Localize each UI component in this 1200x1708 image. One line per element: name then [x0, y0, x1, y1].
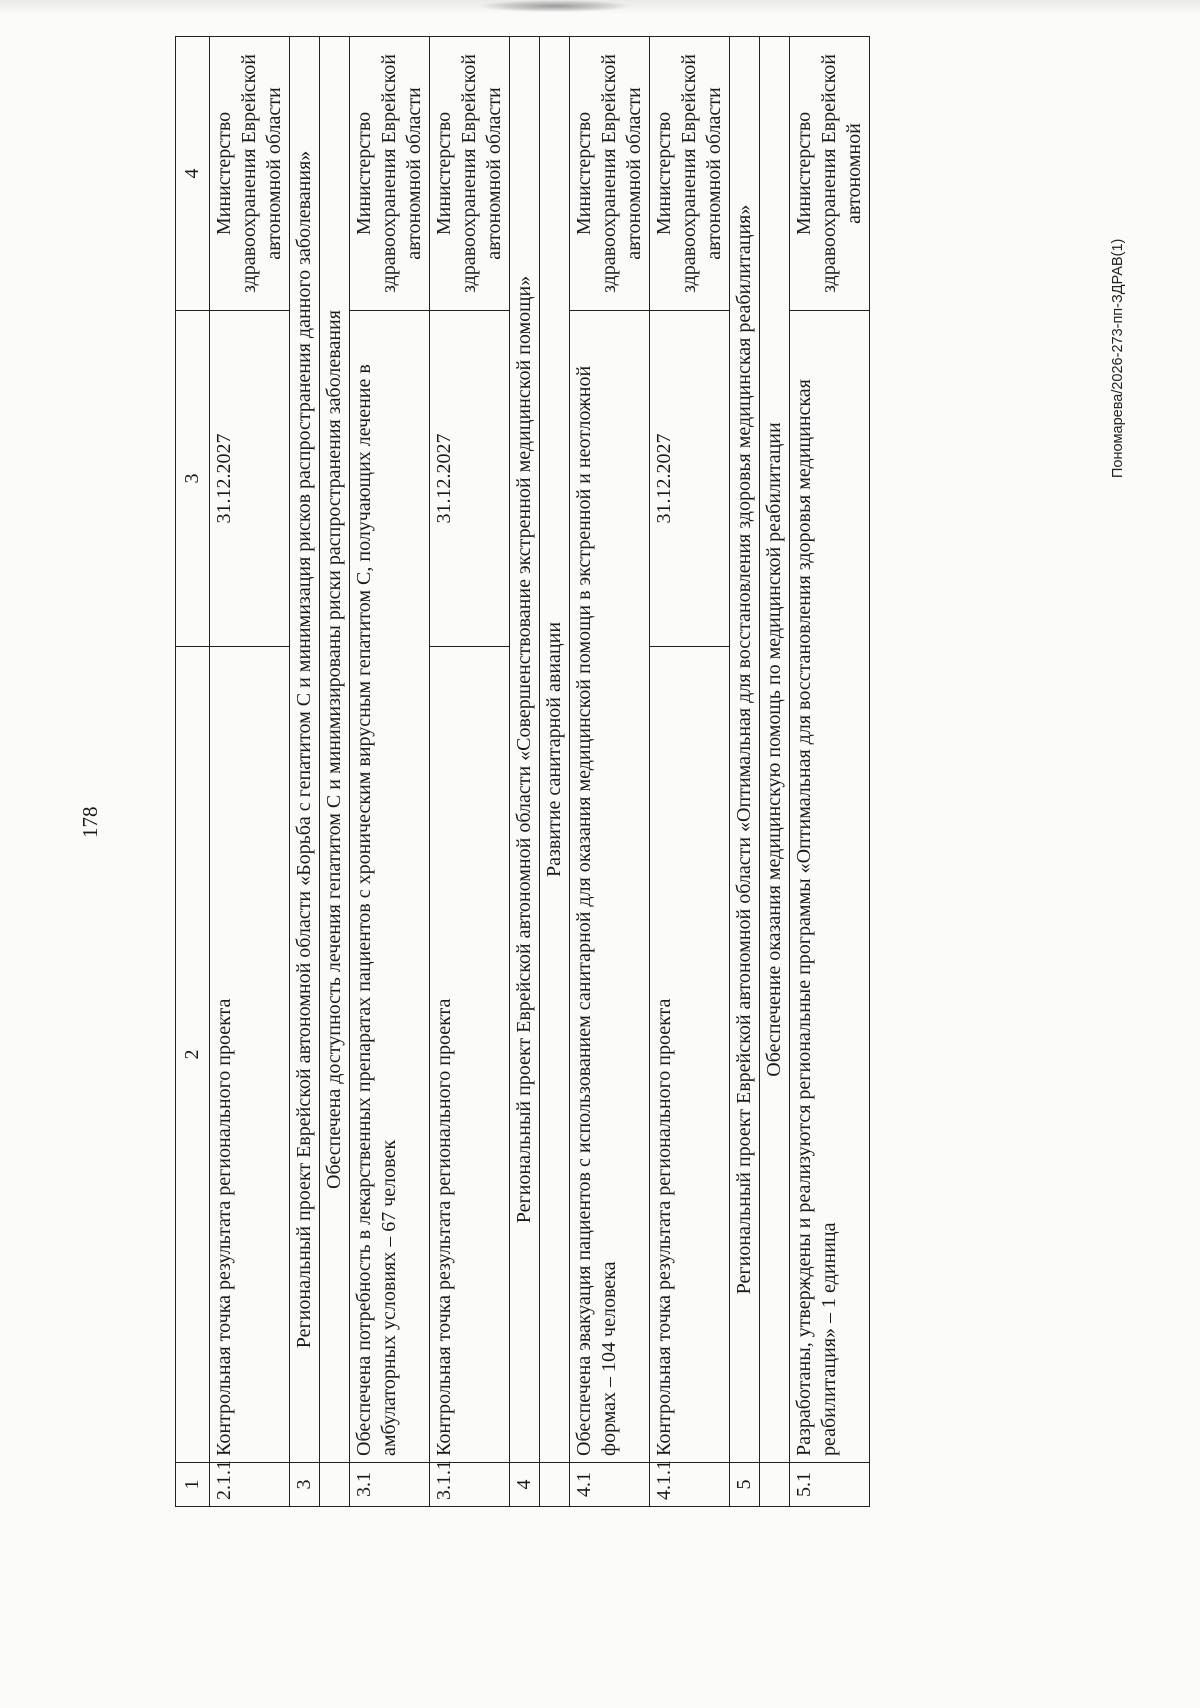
row-responsible: Министерство здравоохранения Еврейской автономной области: [210, 37, 290, 311]
project-number: 5: [730, 1463, 760, 1507]
task-number-empty: [320, 1463, 350, 1507]
task-number-empty: [540, 1463, 570, 1507]
project-number: 4: [510, 1463, 540, 1507]
header-col-4: 4: [176, 37, 210, 311]
table-row: [570, 37, 650, 1507]
row-date: 31.12.2027: [210, 311, 290, 647]
row-text: Разработаны, утверждены и реализуются региональные программы «Оптимальная для восстановления здоровья медицинская реабилитация» – 1 единица: [790, 311, 870, 1463]
project-number: 3: [290, 1463, 320, 1507]
task-row: [760, 37, 790, 1507]
row-text: Обеспечена эвакуация пациентов с использованием санитарной для оказания медицинской помощи в экстренной и неотложной формах – 104 человека: [570, 311, 650, 1463]
project-row: [510, 37, 540, 1507]
table-row: [790, 37, 870, 1507]
project-row: [290, 37, 320, 1507]
plan-table: [175, 36, 870, 1507]
task-title: Обеспечение оказания медицинскую помощь по медицинской реабилитации: [760, 37, 790, 1463]
row-number: 3.1.1: [430, 1463, 510, 1507]
row-date: 31.12.2027: [430, 311, 510, 647]
row-date: 31.12.2027: [650, 311, 730, 647]
table-row: [210, 37, 290, 1507]
table-row: [650, 37, 730, 1507]
header-row: [176, 37, 210, 1507]
row-text: Контрольная точка результата регионального проекта: [650, 647, 730, 1463]
row-number: 5.1: [790, 1463, 870, 1507]
row-text: Контрольная точка результата регионального проекта: [210, 647, 290, 1463]
row-responsible: Министерство здравоохранения Еврейской автономной области: [350, 37, 430, 311]
header-col-1: 1: [176, 1463, 210, 1507]
row-responsible: Министерство здравоохранения Еврейской автономной области: [570, 37, 650, 311]
row-responsible: Министерство здравоохранения Еврейской автономной области: [430, 37, 510, 311]
document-code: Пономарева/2026-273-пп-ЗДРАВ(1): [1110, 238, 1126, 478]
row-number: 4.1: [570, 1463, 650, 1507]
task-title: Обеспечена доступность лечения гепатитом С и минимизированы риски распространения заболевания: [320, 37, 350, 1463]
row-text: Контрольная точка результата регионального проекта: [430, 647, 510, 1463]
table-row: [350, 37, 430, 1507]
page-number: 178: [78, 806, 102, 838]
project-title: Региональный проект Еврейской автономной области «Совершенствование экстренной медицинской помощи»: [510, 37, 540, 1463]
task-number-empty: [760, 1463, 790, 1507]
row-responsible: Министерство здравоохранения Еврейской автономной области: [650, 37, 730, 311]
header-col-3: 3: [176, 311, 210, 647]
project-title: Региональный проект Еврейской автономной области «Борьба с гепатитом С и минимизация рисков распространения данного заболевания»: [290, 37, 320, 1463]
task-row: [540, 37, 570, 1507]
table-row: [430, 37, 510, 1507]
task-title: Развитие санитарной авиации: [540, 37, 570, 1463]
row-text: Обеспечена потребность в лекарственных препаратах пациентов с хроническим вирусным гепатитом С, получающих лечение в амбулаторных условиях – 67 человек: [350, 311, 430, 1463]
header-col-2: 2: [176, 647, 210, 1463]
project-row: [730, 37, 760, 1507]
table-body: [176, 37, 870, 1507]
row-number: 3.1: [350, 1463, 430, 1507]
row-responsible: Министерство здравоохранения Еврейской автономной: [790, 37, 870, 311]
project-title: Региональный проект Еврейской автономной области «Оптимальная для восстановления здоровья медицинская реабилитация»: [730, 37, 760, 1463]
row-number: 2.1.1: [210, 1463, 290, 1507]
row-number: 4.1.1: [650, 1463, 730, 1507]
task-row: [320, 37, 350, 1507]
